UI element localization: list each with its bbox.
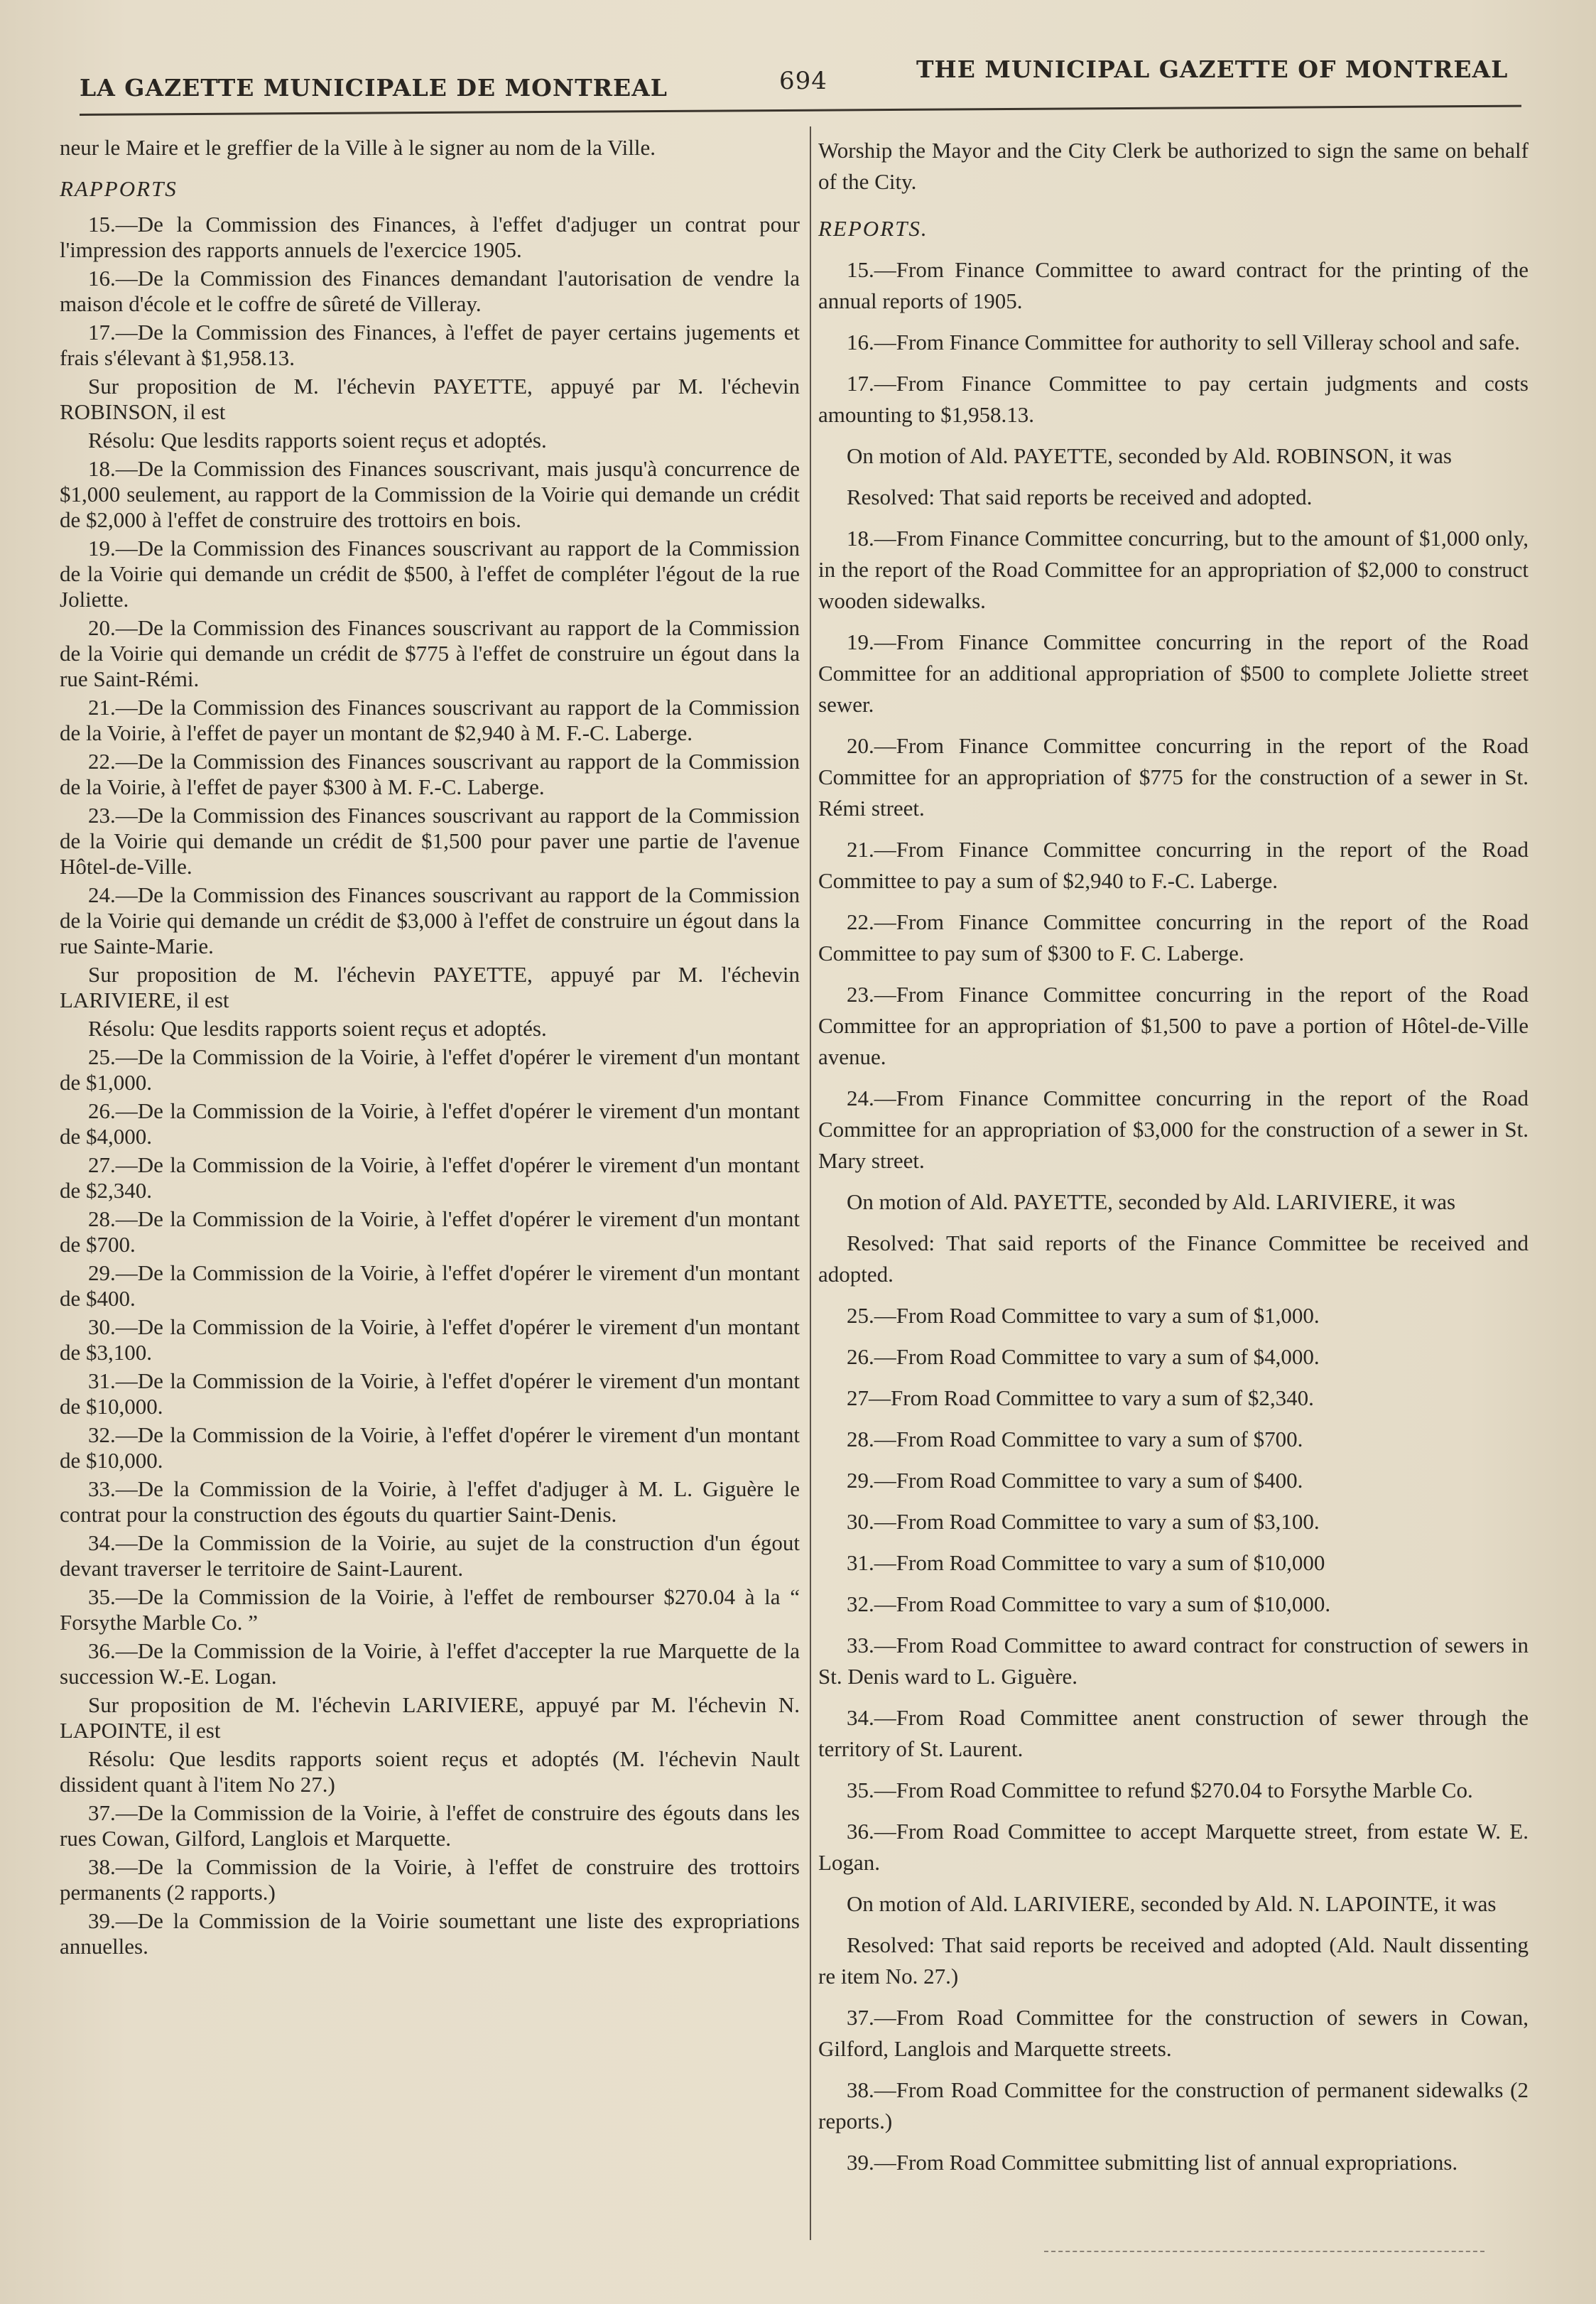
french-column	[60, 135, 800, 1962]
page-number: 694	[779, 67, 827, 95]
paragraph: 20.—From Finance Committee concurring in the report of the Road Committee for an appropriation of $775 for the construction of a sewer in St. Rémi street.	[818, 733, 1529, 821]
paragraph: 19.—De la Commission des Finances souscrivant au rapport de la Commission de la Voirie qui demande un crédit de $500, à l'effet de compléter l'égout de la rue Joliette.	[60, 536, 800, 612]
page-header	[0, 55, 1596, 105]
paragraph: 35.—From Road Committee to refund $270.04 to Forsythe Marble Co.	[847, 1778, 1473, 1802]
paragraph: 34.—From Road Committee anent construction of sewer through the territory of St. Laurent.	[818, 1705, 1529, 1761]
paragraph: 17.—De la Commission des Finances, à l'effet de payer certains jugements et frais s'élevant à $1,958.13.	[60, 320, 800, 370]
paragraph: 39.—From Road Committee submitting list of annual expropriations.	[847, 2150, 1458, 2175]
paragraph: 22.—From Finance Committee concurring in the report of the Road Committee to pay sum of $300 to F. C. Laberge.	[818, 909, 1529, 966]
paragraph: 38.—De la Commission de la Voirie, à l'effet de construire des trottoirs permanents (2 rapports.)	[60, 1854, 800, 1905]
paragraph: 23.—De la Commission des Finances souscrivant au rapport de la Commission de la Voirie qui demande un crédit de $1,500 pour paver une partie de l'avenue Hôtel-de-Ville.	[60, 803, 800, 879]
paragraph: 18.—From Finance Committee concurring, but to the amount of $1,000 only, in the report of the Road Committee for an appropriation of $2,000 to construct wooden sidewalks.	[818, 526, 1529, 613]
paragraph: 20.—De la Commission des Finances souscrivant au rapport de la Commission de la Voirie qui demande un crédit de $775 à l'effet de construire un égout dans la rue Saint-Rémi.	[60, 615, 800, 691]
paragraph: 28.—De la Commission de la Voirie, à l'effet d'opérer le virement d'un montant de $700.	[60, 1206, 800, 1257]
paragraph: 15.—From Finance Committee to award contract for the printing of the annual reports of 1905.	[818, 257, 1529, 313]
section-heading: REPORTS.	[818, 216, 928, 241]
paragraph: 21.—De la Commission des Finances souscrivant au rapport de la Commission de la Voirie, à l'effet de payer un montant de $2,940 à M. F.-C. Laberge.	[60, 695, 800, 745]
paragraph: 15.—De la Commission des Finances, à l'effet d'adjuger un contrat pour l'impression des rapports annuels de l'exercice 1905.	[60, 212, 800, 262]
paragraph: 25.—From Road Committee to vary a sum of $1,000.	[847, 1303, 1320, 1328]
paragraph: 31.—De la Commission de la Voirie, à l'effet d'opérer le virement d'un montant de $10,000.	[60, 1368, 800, 1419]
resolution: Resolved: That said reports be received and adopted.	[847, 485, 1313, 509]
resolution: Resolved: That said reports be received and adopted (Ald. Nault dissenting re item No. 27.)	[818, 1932, 1529, 1989]
resolution: Résolu: Que lesdits rapports soient reçus et adoptés.	[88, 1016, 547, 1041]
paragraph: 16.—De la Commission des Finances demandant l'autorisation de vendre la maison d'école et le coffre de sûreté de Villeray.	[60, 266, 800, 316]
paragraph: 37.—From Road Committee for the construction of sewers in Cowan, Gilford, Langlois and Marquette streets.	[818, 2005, 1529, 2061]
paragraph: 22.—De la Commission des Finances souscrivant au rapport de la Commission de la Voirie, à l'effet de payer $300 à M. F.-C. Laberge.	[60, 749, 800, 799]
paragraph: 16.—From Finance Committee for authority to sell Villeray school and safe.	[847, 330, 1521, 355]
paragraph: 38.—From Road Committee for the construction of permanent sidewalks (2 reports.)	[818, 2077, 1529, 2133]
paragraph: 30.—From Road Committee to vary a sum of $3,100.	[847, 1509, 1320, 1534]
header-french-title: LA GAZETTE MUNICIPALE DE MONTREAL	[80, 74, 668, 102]
header-rule	[80, 105, 1521, 116]
paragraph: 39.—De la Commission de la Voirie soumettant une liste des expropriations annuelles.	[60, 1908, 800, 1959]
column-divider	[810, 126, 811, 2240]
header-english-title: THE MUNICIPAL GAZETTE OF MONTREAL	[916, 55, 1509, 83]
paragraph: 36.—De la Commission de la Voirie, à l'effet d'accepter la rue Marquette de la succession W.-E. Logan.	[60, 1638, 800, 1689]
paragraph: 24.—De la Commission des Finances souscrivant au rapport de la Commission de la Voirie qui demande un crédit de $3,000 à l'effet de construire un égout dans la rue Sainte-Marie.	[60, 882, 800, 958]
english-column	[818, 135, 1529, 2188]
paragraph: 33.—De la Commission de la Voirie, à l'effet d'adjuger à M. L. Giguère le contrat pour la construction des égouts du quartier Saint-Denis.	[60, 1476, 800, 1527]
paragraph: Worship the Mayor and the City Clerk be authorized to sign the same on behalf of the City.	[818, 138, 1529, 194]
paragraph: 23.—From Finance Committee concurring in the report of the Road Committee for an appropriation of $1,500 to pave a portion of Hôtel-de-Ville avenue.	[818, 982, 1529, 1069]
paragraph: 19.—From Finance Committee concurring in the report of the Road Committee for an additional appropriation of $500 to complete Joliette street sewer.	[818, 629, 1529, 717]
paragraph: 36.—From Road Committee to accept Marquette street, from estate W. E. Logan.	[818, 1819, 1529, 1875]
paragraph: Sur proposition de M. l'échevin LARIVIERE, appuyé par M. l'échevin N. LAPOINTE, il est	[60, 1692, 800, 1743]
paragraph: On motion of Ald. PAYETTE, seconded by Ald. ROBINSON, it was	[847, 443, 1452, 468]
paragraph: 35.—De la Commission de la Voirie, à l'effet de rembourser $270.04 à la “ Forsythe Marble Co. ”	[60, 1584, 800, 1635]
paragraph: 27.—De la Commission de la Voirie, à l'effet d'opérer le virement d'un montant de $2,340.	[60, 1152, 800, 1203]
paragraph: 37.—De la Commission de la Voirie, à l'effet de construire des égouts dans les rues Cowan, Gilford, Langlois et Marquette.	[60, 1800, 800, 1851]
paragraph: On motion of Ald. PAYETTE, seconded by Ald. LARIVIERE, it was	[847, 1189, 1456, 1214]
paragraph: 17.—From Finance Committee to pay certain judgments and costs amounting to $1,958.13.	[818, 371, 1529, 427]
paragraph: 31.—From Road Committee to vary a sum of $10,000	[847, 1550, 1325, 1575]
paragraph: 21.—From Finance Committee concurring in the report of the Road Committee to pay a sum of $2,940 to F.-C. Laberge.	[818, 837, 1529, 893]
paragraph: 26.—From Road Committee to vary a sum of $4,000.	[847, 1344, 1320, 1369]
paragraph: 24.—From Finance Committee concurring in the report of the Road Committee for an appropriation of $3,000 for the construction of a sewer in St. Mary street.	[818, 1086, 1529, 1173]
paragraph: On motion of Ald. LARIVIERE, seconded by Ald. N. LAPOINTE, it was	[847, 1891, 1497, 1916]
paragraph: 18.—De la Commission des Finances souscrivant, mais jusqu'à concurrence de $1,000 seulement, au rapport de la Commission de la Voirie qui demande un crédit de $2,000 à l'effet de construire des trottoirs en bois.	[60, 456, 800, 532]
paragraph: Sur proposition de M. l'échevin PAYETTE, appuyé par M. l'échevin ROBINSON, il est	[60, 374, 800, 424]
paragraph: 32.—De la Commission de la Voirie, à l'effet d'opérer le virement d'un montant de $10,000.	[60, 1422, 800, 1473]
resolution: Resolved: That said reports of the Finance Committee be received and adopted.	[818, 1231, 1529, 1287]
paragraph: 29.—From Road Committee to vary a sum of $400.	[847, 1468, 1303, 1493]
paragraph: 33.—From Road Committee to award contract for construction of sewers in St. Denis ward to L. Giguère.	[818, 1633, 1529, 1689]
paragraph: 26.—De la Commission de la Voirie, à l'effet d'opérer le virement d'un montant de $4,000.	[60, 1098, 800, 1149]
footer-rule	[1044, 2251, 1484, 2254]
resolution: Résolu: Que lesdits rapports soient reçus et adoptés (M. l'échevin Nault dissident quant à l'item No 27.)	[60, 1746, 800, 1797]
paragraph: Sur proposition de M. l'échevin PAYETTE, appuyé par M. l'échevin LARIVIERE, il est	[60, 962, 800, 1012]
paragraph: 30.—De la Commission de la Voirie, à l'effet d'opérer le virement d'un montant de $3,100.	[60, 1314, 800, 1365]
paragraph: 34.—De la Commission de la Voirie, au sujet de la construction d'un égout devant traverser le territoire de Saint-Laurent.	[60, 1530, 800, 1581]
paragraph: 25.—De la Commission de la Voirie, à l'effet d'opérer le virement d'un montant de $1,000.	[60, 1044, 800, 1095]
paragraph: 28.—From Road Committee to vary a sum of $700.	[847, 1427, 1303, 1451]
paragraph: neur le Maire et le greffier de la Ville à le signer au nom de la Ville.	[60, 135, 656, 160]
section-heading: RAPPORTS	[60, 176, 178, 201]
resolution: Résolu: Que lesdits rapports soient reçus et adoptés.	[88, 428, 547, 453]
paragraph: 29.—De la Commission de la Voirie, à l'effet d'opérer le virement d'un montant de $400.	[60, 1260, 800, 1311]
paragraph: 27—From Road Committee to vary a sum of $2,340.	[847, 1385, 1314, 1410]
paragraph: 32.—From Road Committee to vary a sum of $10,000.	[847, 1591, 1331, 1616]
